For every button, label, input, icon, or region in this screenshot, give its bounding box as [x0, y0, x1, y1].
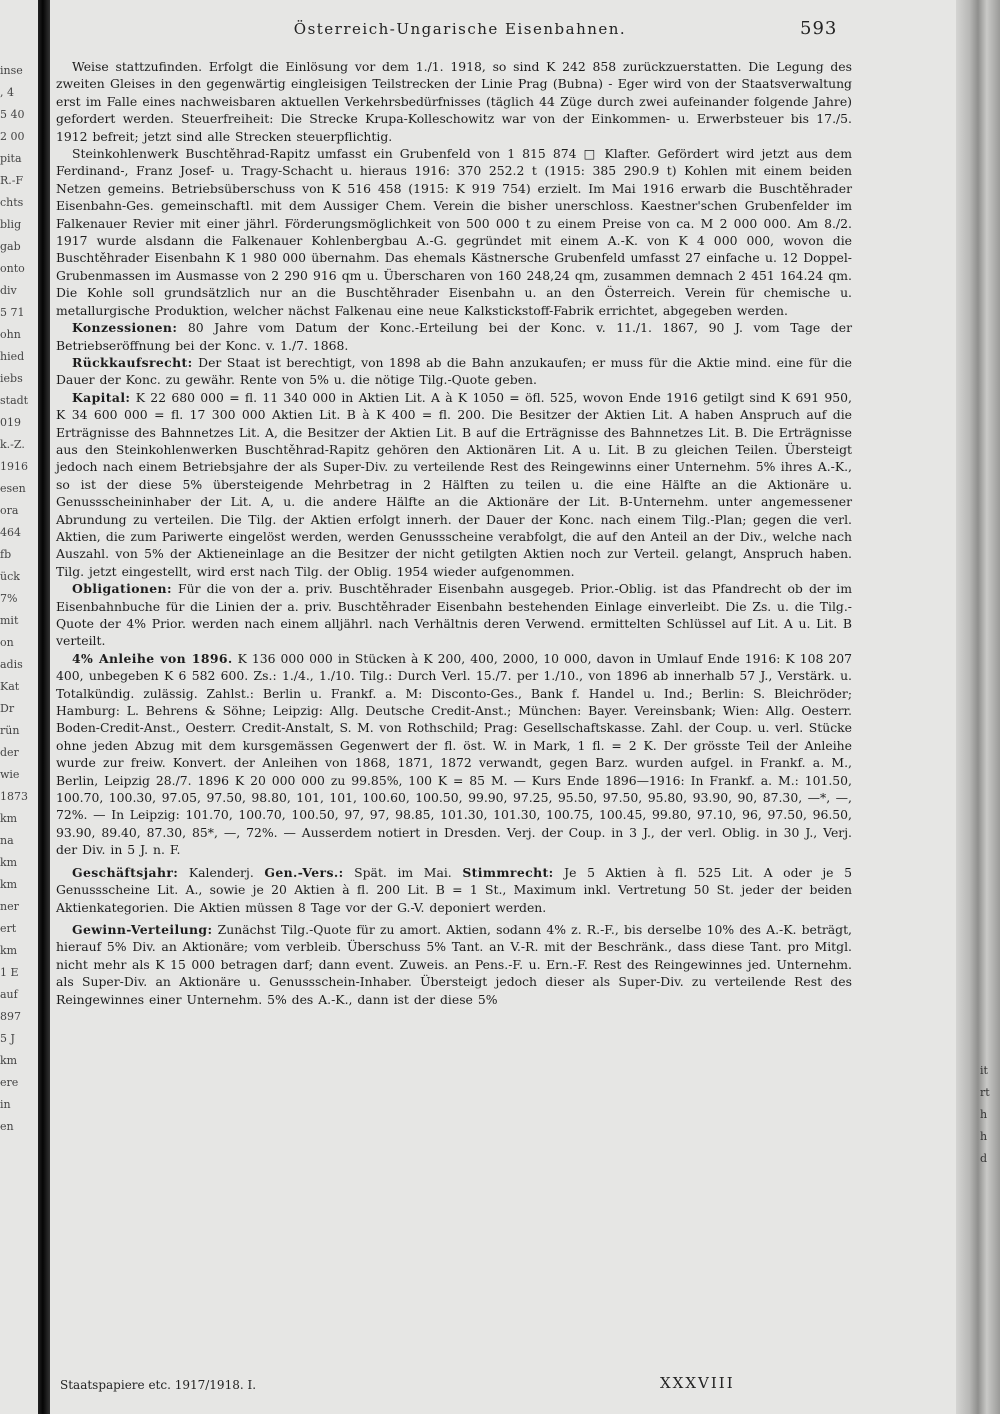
margin-fragment: hied — [0, 350, 25, 363]
paragraph-text: Steinkohlenwerk Buschtěhrad-Rapitz umfasst ein Grubenfeld von 1 815 874 □ Klafter. Gefördert wird jetzt aus dem Ferdinand-, Franz Josef- u. Tragy-Schacht u. hieraus 1916: 370 252.2 t (1915: 385 290.9 t) Kohlen mit einem beiden Netzen gemeins. Betriebsüberschuss von K 516 458 (1915: K 919 754) erzielt. Im Mai 1916 erwarb die Buschtěhrader Eisenbahn-Ges. gemeinschaftl. mit dem Aussiger Chem. Verein die bisher unerschloss. Kaestner'schen Grubenfelder im Falkenauer Revier mit einer jährl. Förderungsmöglichkeit von 500 000 t zu einem Preise von ca. M 2 000 000. Am 8./2. 1917 wurde alsdann die Falkenauer Kohlenbergbau A.-G. gegründet mit einem A.-K. von K 4 000 000, wovon die Buschtěhrader Eisenbahn K 1 980 000 übernahm. Das ehemals Kästnersche Grubenfeld umfasst 27 einfache u. 12 Doppel-Grubenmassen im Ausmasse von 2 290 916 qm u. Überscharen von 160 248,24 qm, zusammen demnach 2 451 164.24 qm. Die Kohle soll grundsätzlich nur an die Buschtěhrader Eisenbahn u. an den Österreich. Verein für chemische u. metallurgische Produktion, welcher nächst Falkenau eine neue Kalkstickstoff-Fabrik errichtet, abgegeben werden. — [56, 146, 852, 318]
section-heading: Rückkaufsrecht: — [72, 354, 193, 370]
edge-fragment: h — [980, 1130, 988, 1143]
previous-page-margin-strip — [0, 60, 36, 1340]
margin-fragment: wie — [0, 768, 20, 781]
margin-fragment: 2 00 — [0, 130, 25, 143]
margin-fragment: iebs — [0, 372, 23, 385]
margin-fragment: Kat — [0, 680, 20, 693]
margin-fragment: 5 J — [0, 1032, 15, 1045]
margin-fragment: mit — [0, 614, 19, 627]
margin-fragment: on — [0, 636, 14, 649]
section-heading-gen-vers: Gen.-Vers.: — [264, 864, 344, 880]
section-text: Zunächst Tilg.-Quote für zu amort. Aktien, sodann 4% z. R.-F., bis derselbe 10% des A.-K. beträgt, hierauf 5% Div. an Aktionäre; vom verbleib. Überschuss 5% Tant. an V.-R. mit der Beschränk., dass diese Tant. pro Mitgl. nicht mehr als K 15 000 betragen darf; dann event. Zuweis. an Pens.-F. u. Ern.-F. Rest des Reingewinnes jed. Unternehm. als Super-Div. an Aktionäre u. Genussschein-Inhaber. Übersteigt jedoch dieser als Super-Div. zu verteilende Rest des Reingewinnes einer Unternehm. 5% des A.-K., dann ist der diese 5% — [56, 921, 852, 1007]
margin-fragment: esen — [0, 482, 26, 495]
margin-fragment: en — [0, 1120, 14, 1133]
section-text: 80 Jahre vom Datum der Konc.-Erteilung bei der Konc. v. 11./1. 1867, 90 J. vom Tage der Betriebseröffnung bei der Konc. v. 1./7. 1868. — [56, 320, 852, 353]
margin-fragment: gab — [0, 240, 21, 253]
section-heading: Kapital: — [72, 389, 131, 405]
section-rueckkaufsrecht — [56, 354, 852, 389]
margin-fragment: div — [0, 284, 17, 297]
margin-fragment: auf — [0, 988, 18, 1001]
margin-fragment: 7% — [0, 592, 18, 605]
section-heading: 4% Anleihe von 1896. — [72, 650, 233, 666]
section-heading: Obligationen: — [72, 581, 172, 597]
section-obligationen — [56, 580, 852, 650]
margin-fragment: fb — [0, 548, 12, 561]
section-konzessionen — [56, 319, 852, 354]
section-text: K 136 000 000 in Stücken à K 200, 400, 2000, 10 000, davon in Umlauf Ende 1916: K 108 207 400, unbegeben K 6 582 600. Zs.: 1./4., 1./10. Tilg.: Durch Verl. 15./7. per 1./10., von 1896 ab innerhalb 57 J., Verstärk. u. Totalkündig. zulässig. Zahlst.: Berlin u. Frankf. a. M: Disconto-Ges., Bank f. Handel u. Ind.; Berlin: S. Bleichröder; Hamburg: L. Behrens & Söhne; Leipzig: Allg. Deutsche Credit-Anst.; München: Bayer. Vereinsbank; Wien: Allg. Oesterr. Boden-Credit-Anst., Oesterr. Credit-Anstalt, S. M. von Rothschild; Prag: Gesellschaftskasse. Zahl. der Coup. u. verl. Stücke ohne jeden Abzug mit dem kursgemässen Gegenwert der fl. öst. W. in Mark, 1 fl. = 2 K. Der grösste Teil der Anleihe wurde zur freiw. Konvert. der Anleihen von 1868, 1871, 1872 verwandt, gegen Barz. wurden aufgel. in Frankf. a. M., Berlin, Leipzig 28./7. 1896 K 20 000 000 zu 99.85%, 100 K = 85 M. — Kurs Ende 1896—1916: In Frankf. a. M.: 101.50, 100.70, 100.30, 97.05, 97.50, 98.80, 101, 101, 100.60, 100.50, 99.90, 97.25, 95.50, 97.50, 95.80, 93.90, 90, 87.30, —*, —, 72%. — In Leipzig: 101.70, 100.70, 100.50, 97, 97, 98.85, 101.30, 101.30, 100.75, 100.45, 99.80, 97.10, 96, 97.50, 96.50, 93.90, 89.40, 87.30, 85*, —, 72%. — Ausserdem notiert in Dresden. Verj. der Coup. in 3 J., der verl. Oblig. in 30 J., Verj. der Div. in 5 J. n. F. — [56, 650, 852, 858]
edge-fragment: d — [980, 1152, 988, 1165]
section-text: Kalenderj. — [178, 864, 265, 880]
margin-fragment: ner — [0, 900, 19, 913]
margin-fragment: der — [0, 746, 19, 759]
margin-fragment: ert — [0, 922, 17, 935]
margin-fragment: inse — [0, 64, 23, 77]
margin-fragment: adis — [0, 658, 23, 671]
margin-fragment: R.-F — [0, 174, 24, 187]
margin-fragment: km — [0, 856, 18, 869]
section-kapital — [56, 389, 852, 580]
margin-fragment: Dr — [0, 702, 15, 715]
margin-fragment: ere — [0, 1076, 19, 1089]
next-page-edge-strip — [980, 1060, 1000, 1320]
section-text: Je 5 Aktien à fl. 525 Lit. A oder je 5 Genussscheine Lit. A., sowie je 20 Aktien à fl. 200 Lit. B = 1 St., Maximum inkl. Vertretung 50 St. jeder der beiden Aktienkategorien. Die Aktien müssen 8 Tage vor der G.-V. deponiert werden. — [56, 864, 852, 915]
section-geschaeftsjahr — [56, 864, 852, 916]
section-anleihe-1896 — [56, 650, 852, 859]
section-heading: Geschäftsjahr: — [72, 864, 179, 880]
section-text: Spät. im Mai. — [343, 864, 463, 880]
margin-fragment: ück — [0, 570, 20, 583]
margin-fragment: chts — [0, 196, 24, 209]
margin-fragment: k.-Z. — [0, 438, 25, 451]
margin-fragment: 019 — [0, 416, 21, 429]
paragraph-steinkohlenwerk — [56, 145, 852, 319]
margin-fragment: pita — [0, 152, 22, 165]
edge-fragment: it — [980, 1064, 988, 1077]
margin-fragment: km — [0, 878, 18, 891]
margin-fragment: 897 — [0, 1010, 21, 1023]
paragraph-text: Weise stattzufinden. Erfolgt die Einlösung vor dem 1./1. 1918, so sind K 242 858 zurückzuerstatten. Die Legung des zweiten Gleises in den gegenwärtig eingleisigen Teilstrecken der Linie Prag (Bubna) - Eger wird von der Staatsverwaltung erst im Falle eines nachweisbaren aktuellen Verkehrsbedürfnisses (täglich 44 Züge durch zwei aufeinander folgende Jahre) gefordert werden. Steuerfreiheit: Die Strecke Krupa-Kolleschowitz war von der Einkommen- u. Erwerbsteuer bis 17./5. 1912 befreit; jetzt sind alle Strecken steuerpflichtig. — [56, 59, 852, 144]
margin-fragment: blig — [0, 218, 22, 231]
margin-fragment: 5 40 — [0, 108, 25, 121]
margin-fragment: onto — [0, 262, 25, 275]
margin-fragment: km — [0, 812, 18, 825]
margin-fragment: 464 — [0, 526, 21, 539]
margin-fragment: km — [0, 1054, 18, 1067]
margin-fragment: 5 71 — [0, 306, 25, 319]
footer-source: Staatspapiere etc. 1917/1918. I. — [60, 1378, 257, 1392]
page-number: 593 — [800, 18, 838, 39]
margin-fragment: ora — [0, 504, 19, 517]
margin-fragment: ohn — [0, 328, 21, 341]
margin-fragment: 1 E — [0, 966, 19, 979]
section-heading-stimmrecht: Stimmrecht: — [462, 864, 554, 880]
margin-fragment: , 4 — [0, 86, 14, 99]
margin-fragment: rün — [0, 724, 20, 737]
margin-fragment: 1916 — [0, 460, 28, 473]
edge-fragment: h — [980, 1108, 988, 1121]
section-text: Für die von der a. priv. Buschtěhrader Eisenbahn ausgegeb. Prior.-Oblig. ist das Pfandrecht ob der im Eisenbahnbuche für die Linien der a. priv. Buschtěhrader Eisenbahn bestehenden Einlage einverleibt. Die Zs. u. die Tilg.-Quote der 4% Prior. werden nach einem alljährl. nach Verhältnis deren Verwend. ermittelten Schlüssel auf Lit. A u. Lit. B verteilt. — [56, 581, 852, 649]
edge-fragment: rt — [980, 1086, 990, 1099]
margin-fragment: 1873 — [0, 790, 28, 803]
section-heading: Gewinn-Verteilung: — [72, 921, 213, 937]
footer-signature-mark: XXXVIII — [660, 1374, 735, 1392]
margin-fragment: na — [0, 834, 14, 847]
running-header-title: Österreich-Ungarische Eisenbahnen. — [293, 20, 627, 38]
section-gewinn-verteilung — [56, 921, 852, 1008]
margin-fragment: in — [0, 1098, 11, 1111]
book-gutter-shadow — [38, 0, 50, 1414]
page-body — [56, 58, 852, 1008]
margin-fragment: km — [0, 944, 18, 957]
margin-fragment: stadt — [0, 394, 29, 407]
paragraph-einloesung — [56, 58, 852, 145]
section-text: Der Staat ist berechtigt, von 1898 ab die Bahn anzukaufen; er muss für die Aktie mind. eine für die Dauer der Konc. zu gewähr. Rente von 5% u. die nötige Tilg.-Quote geben. — [56, 354, 852, 388]
section-text: K 22 680 000 = fl. 11 340 000 in Aktien Lit. A à K 1050 = öfl. 525, wovon Ende 1916 getilgt sind K 691 950, K 34 600 000 = fl. 17 300 000 Aktien Lit. B à K 400 = fl. 200. Die Besitzer der Aktien Lit. A haben Anspruch auf die Erträgnisse des Bahnnetzes Lit. A, die Besitzer der Aktien Lit. B auf die Erträgnisse des Bahnnetzes Lit. B. Die Erträgnisse aus den Steinkohlenwerken Buschtěhrad-Rapitz gehören den Aktionären Lit. A u. Lit. B zu gleichen Teilen. Übersteigt jedoch nach einem Betriebsjahre der als Super-Div. zu verteilende Rest des Reingewinns einer Unternehm. 5% ihres A.-K., so ist der diese 5% übersteigende Mehrbetrag in 2 Hälften zu teilen u. die eine Hälfte an die Aktionäre u. Genussscheininhaber der Lit. A, u. die andere Hälfte an die Aktionäre der Lit. B-Unternehm. unter angemessener Abrundung zu verteilen. Die Tilg. der Aktien erfolgt innerh. der Dauer der Konc. nach einem Tilg.-Plan; gegen die verl. Aktien, die zum Pariwerte eingelöst werden, werden Genussscheine verabfolgt, die auf den Anteil an der Div., welche nach Auszahl. von 5% der Aktieneinlage an die Besitzer der nicht getilgten Aktien noch zur Verteil. gelangt, Anspruch haben. Tilg. jetzt eingestellt, wird erst nach Tilg. der Oblig. 1954 wieder aufgenommen. — [56, 389, 852, 579]
section-heading: Konzessionen: — [72, 320, 178, 336]
